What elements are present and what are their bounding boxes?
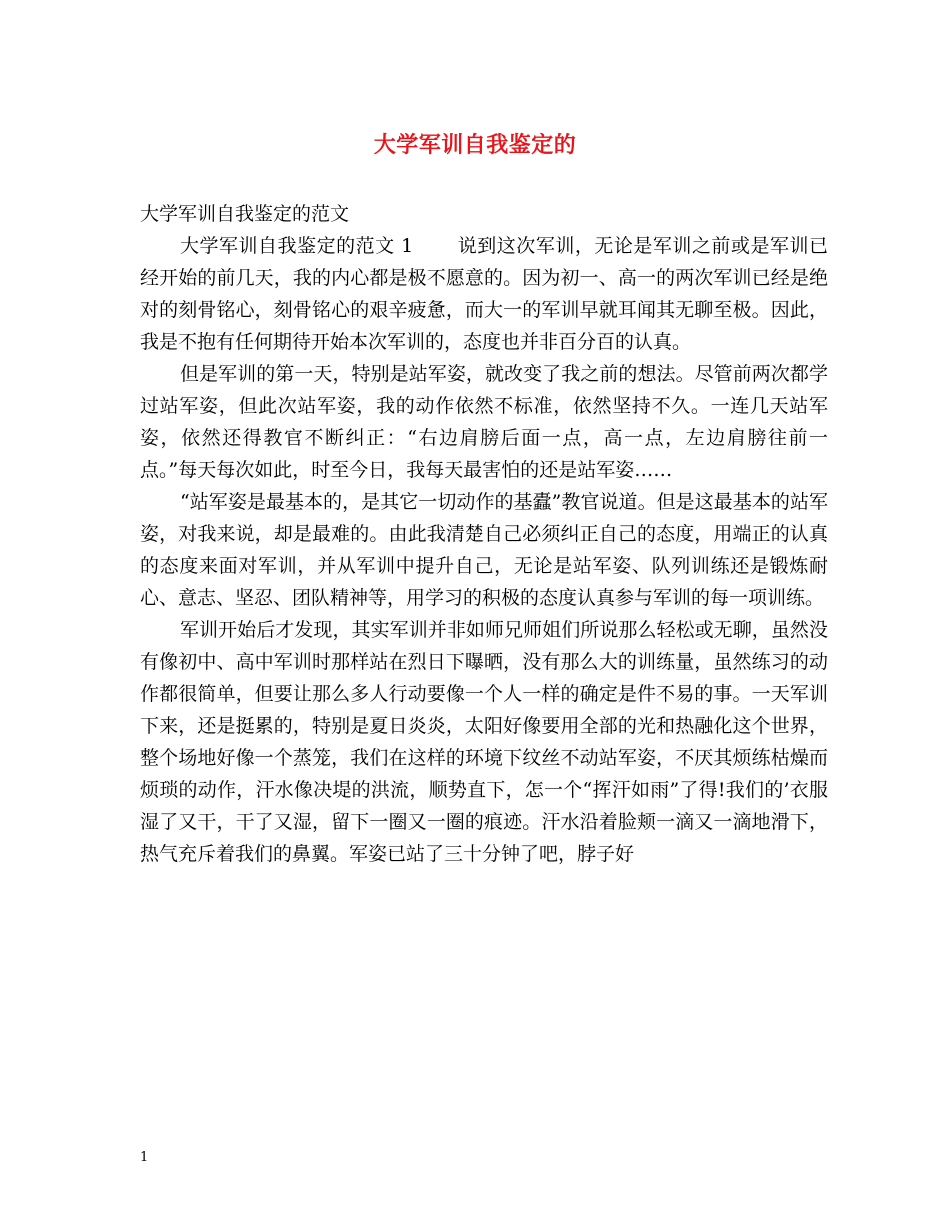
paragraph-4: 军训开始后才发现，其实军训并非如师兄师姐们所说那么轻松或无聊，虽然没有像初中、高中军训时那样站在烈日下曝晒，没有那么大的训练量，虽然练习的动作都很简单，但要让那么多人行动要像一个人一样的确定是件不易的事。一天军训下来，还是挺累的，特别是夏日炎炎，太阳好像要用全部的光和热融化这个世界，整个场地好像一个蒸笼，我们在这样的环境下纹丝不动站军姿，不厌其烦练枯燥而烦琐的动作，汗水像决堤的洪流，顺势直下，怎一个“挥汗如雨”了得!我们的’衣服湿了又干，干了又湿，留下一圈又一圈的痕迹。汗水沿着脸颊一滴又一滴地滑下，热气充斥着我们的鼻翼。军姿已站了三十分钟了吧，脖子好 xyxy=(140,619,828,865)
page-number: 1 xyxy=(140,1150,149,1165)
document-body xyxy=(140,198,828,870)
document-subtitle: 大学军训自我鉴定的范文 xyxy=(140,203,350,225)
paragraph-1 xyxy=(140,230,828,358)
section-heading: 大学军训自我鉴定的范文 1 xyxy=(180,235,414,257)
paragraph-1-text: 说到这次军训，无论是军训之前或是军训已经开始的前几天，我的内心都是极不愿意的。因为初一、高一的两次军训已经是绝对的刻骨铭心，刻骨铭心的艰辛疲惫，而大一的军训早就耳闻其无聊至极。因此，我是不抱有任何期待开始本次军训的，态度也并非百分百的认真。 xyxy=(140,235,828,353)
paragraph-3: “站军姿是最基本的，是其它一切动作的基蠹”教官说道。但是这最基本的站军姿，对我来说，却是最难的。由此我清楚自己必须纠正自己的态度，用端正的认真的态度来面对军训，并从军训中提升自己，无论是站军姿、队列训练还是锻炼耐心、意志、坚忍、团队精神等，用学习的积极的态度认真参与军训的每一项训练。 xyxy=(140,491,828,609)
paragraph-2: 但是军训的第一天，特别是站军姿，就改变了我之前的想法。尽管前两次都学过站军姿，但此次站军姿，我的动作依然不标准，依然坚持不久。一连几天站军姿，依然还得教官不断纠正：“右边肩膀后面一点，高一点，左边肩膀往前一点。”每天每次如此，时至今日，我每天最害怕的还是站军姿…… xyxy=(140,363,828,481)
document-title: 大学军训自我鉴定的 xyxy=(373,132,577,158)
